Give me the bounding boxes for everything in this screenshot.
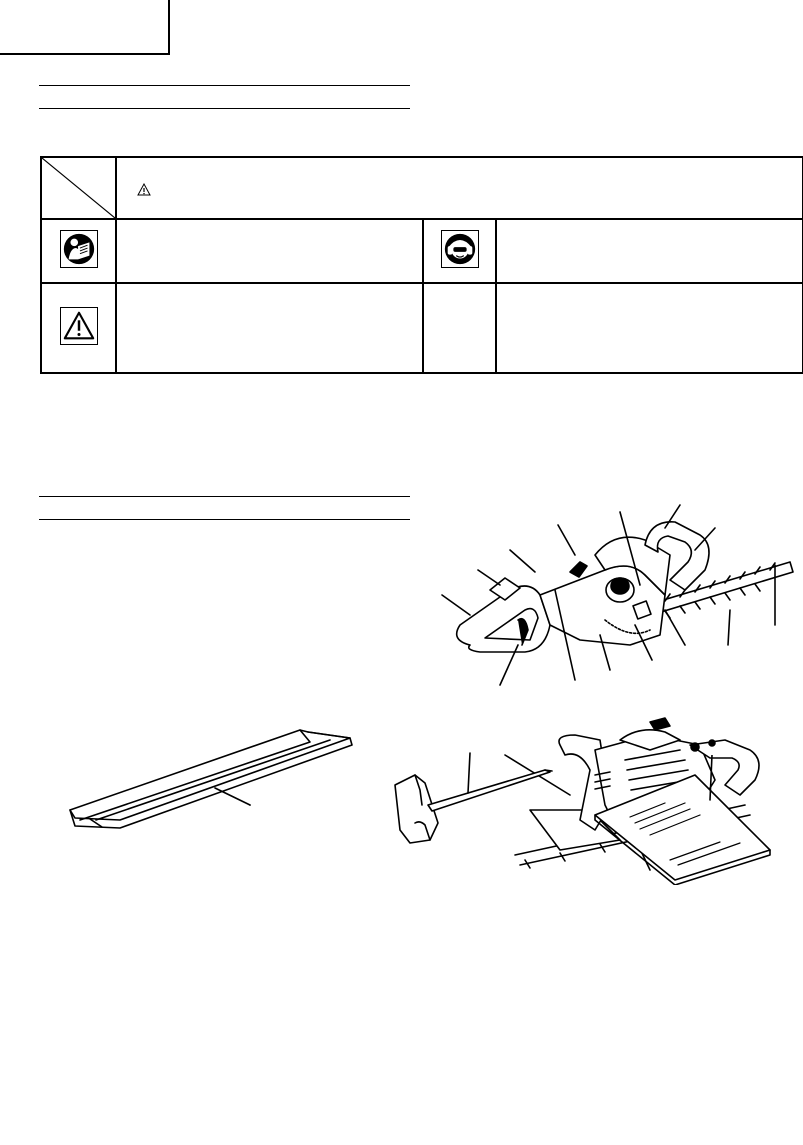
symbol-text-cell: [116, 283, 423, 373]
symbol-icon-cell: [41, 283, 116, 373]
hedge-trimmer-front-view: [430, 500, 803, 690]
read-manual-icon: [60, 230, 98, 268]
symbol-icon-cell: [41, 219, 116, 283]
symbol-text-cell: [496, 283, 803, 373]
table-corner-cell: [41, 157, 116, 219]
symbols-table: [40, 156, 803, 374]
page-header-tab: [0, 0, 170, 55]
symbols-title-rule-bottom: [39, 108, 410, 109]
parts-title-rule-top: [39, 496, 410, 497]
symbol-text-cell: [496, 219, 803, 283]
warning-header-cell: [116, 157, 803, 219]
eye-ear-protection-icon: [441, 230, 479, 268]
symbol-empty-cell: [423, 283, 496, 373]
parts-title-rule-bottom: [39, 519, 410, 520]
symbol-icon-cell: [423, 219, 496, 283]
instruction-manual: [590, 755, 775, 885]
symbols-title-rule-top: [39, 85, 410, 86]
warning-triangle-icon: [60, 307, 98, 345]
warning-small-icon: [137, 183, 151, 196]
combination-spanner: [380, 745, 560, 875]
symbol-text-cell: [116, 219, 423, 283]
blade-cover: [60, 720, 360, 840]
